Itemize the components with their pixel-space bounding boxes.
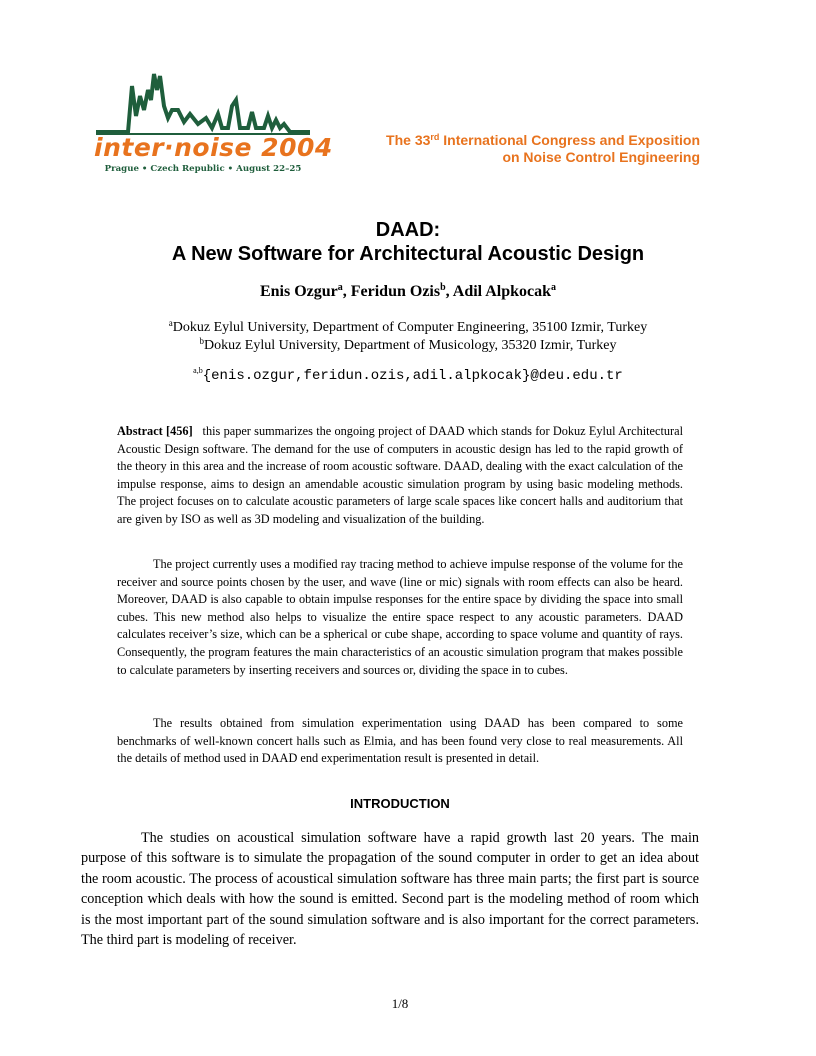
title-line-2: A New Software for Architectural Acoustic Design: [171, 243, 645, 265]
email-sup: a,b: [193, 366, 203, 375]
logo-subtitle: Prague • Czech Republic • August 22–25: [104, 164, 302, 174]
author-email: [0, 368, 816, 384]
author-separator: ,: [445, 283, 453, 300]
conference-line-2: on Noise Control Engineering: [502, 149, 700, 165]
logo-wordmark: inter·noise 2004: [94, 133, 333, 162]
page-number: 1/8: [391, 996, 409, 1011]
section-heading-introduction: INTRODUCTION: [350, 796, 450, 811]
abstract-paragraph-2: The project currently uses a modified ray tracing method to achieve impulse response of the volume for the receiver and source points chosen by the user, and wave (line or mic) signals with room effects can also be heard. Moreover, DAAD is also capable to obtain impulse responses for the entire space by dividing the space into small cubes. This new method also helps to visualize the entire space respect to any acoustic parameters. DAAD calculates receiver’s size, which can be a spherical or cube shape, according to space volume and quantity of rays. Consequently, the program features the main characteristics of an acoustic simulation program that makes possible to calculate parameters by inserting receivers and sources or, dividing the space in to cubes.: [117, 557, 683, 677]
affiliation-text: Dokuz Eylul University, Department of Computer Engineering, 35100 Izmir, Turkey: [172, 320, 648, 335]
conference-ordinal-sup: rd: [430, 132, 440, 142]
internoise-logo: [94, 66, 333, 178]
author-affil-sup: a: [337, 282, 343, 293]
title-line-1: DAAD:: [375, 219, 441, 241]
author-affil-sup: b: [440, 282, 446, 293]
abstract-label: Abstract [456]: [117, 424, 193, 438]
affiliation-a: [0, 320, 816, 336]
abstract: [117, 423, 683, 529]
email-text: {enis.ozgur,feridun.ozis,adil.alpkocak}@deu.edu.tr: [202, 368, 623, 384]
author-separator: ,: [342, 283, 351, 300]
abstract-paragraph-3: The results obtained from simulation experimentation using DAAD has been compared to some benchmarks of well-known concert halls such as Elmia, and has been found very close to real measurements. All the details of method used in DAAD end experimentation result is presented in detail.: [117, 716, 683, 766]
affiliation-sup: b: [199, 336, 204, 346]
paper-title: [0, 218, 816, 266]
affiliation-text: Dokuz Eylul University, Department of Musicology, 35320 Izmir, Turkey: [203, 338, 617, 353]
conference-suffix: International Congress and Exposition: [439, 132, 700, 148]
introduction-paragraph: The studies on acoustical simulation software have a rapid growth last 20 years. The main purpose of this software is to simulate the propagation of the sound computer in order to get an idea about the room acoustic. The process of acoustical simulation software has three main parts; the first part is source conception which deals with how the sound is emitted. Second part is the modeling method of room which is the most important part of the sound simulation software and is also important for the correct parameters. The third part is modeling of receiver.: [81, 830, 699, 949]
affiliation-b: [0, 338, 816, 354]
conference-header: [386, 132, 700, 166]
conference-line-1: [386, 132, 700, 149]
affiliation-sup: a: [168, 318, 173, 328]
author-name: Feridun Ozis: [350, 283, 441, 300]
prague-skyline-icon: [94, 66, 312, 136]
author-affil-sup: a: [551, 282, 557, 293]
conference-prefix: The 33: [386, 132, 431, 148]
abstract-text: this paper summarizes the ongoing project of DAAD which stands for Dokuz Eylul Architectural Acoustic Design software. The demand for the use of computers in acoustic design has led to the rapid growth of the theory in this area and the increase of room acoustic software. DAAD, dealing with the exact calculation of the impulse response, aims to design an amendable acoustic simulation program by using basic modeling methods. The project focuses on to calculate acoustic parameters of large scale spaces like concert halls and auditorium that are given by ISO as well as 3D modeling and visualization of the building.: [117, 424, 684, 526]
author-name: Enis Ozgur: [259, 283, 338, 300]
author-name: Adil Alpkocak: [452, 283, 552, 300]
author-list: [0, 283, 816, 301]
